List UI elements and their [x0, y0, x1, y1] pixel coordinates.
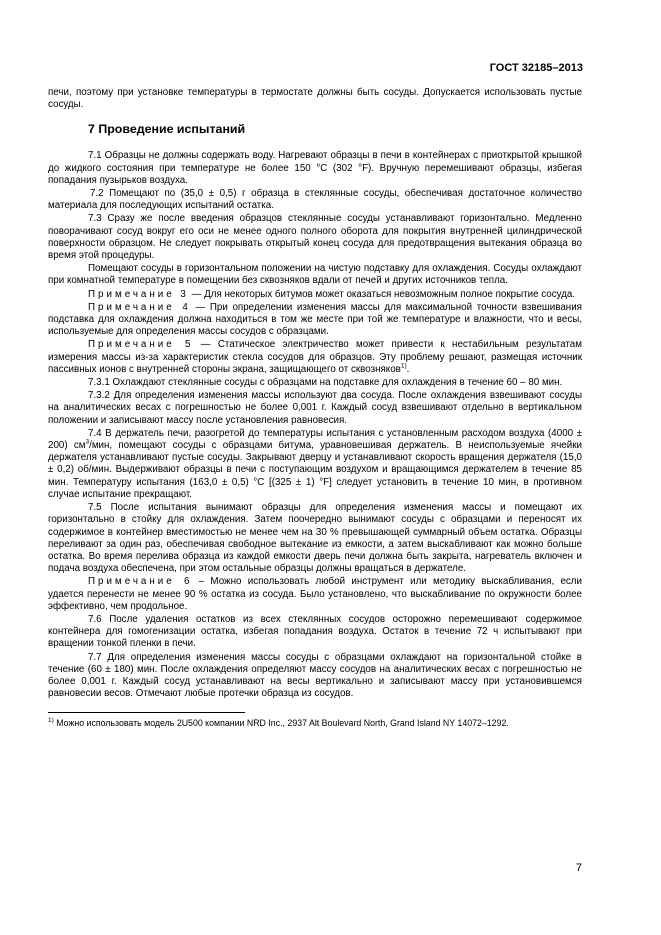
note-4 — [48, 302, 582, 339]
paragraph-7-2: 7.2 Помещают по (35,0 ± 0,5) г образца в стеклянные сосуды, обеспечивая достаточное количество материала для последующих испытаний остатка. — [48, 188, 582, 212]
note-5-end: . — [406, 363, 410, 375]
note-3-label: Примечание 3 — [88, 288, 189, 300]
note-4-label: Примечание 4 — [88, 301, 191, 313]
footnote-text: Можно использовать модель 2U500 компании NRD Inc., 2937 Alt Boulevard North, Grand Island NY 14072–1292. — [53, 718, 509, 729]
paragraph-7-1: 7.1 Образцы не должны содержать воду. Нагревают образцы в печи в контейнерах с приоткрытой крышкой до жидкого состояния при температуре не более 150 °C (302 °F). Вручную перемешивают образцы, избегая попадания пузырьков воздуха. — [48, 150, 582, 186]
note-3-text: — Для некоторых битумов может оказаться невозможным полное покрытие сосуда. — [188, 288, 576, 300]
paragraph-7-3-cooling: Помещают сосуды в горизонтальном положении на чистую подставку для охлаждения. Сосуды охлаждают при комнатной температуре в помещении без сквозняков вдали от печей и других источников тепла. — [48, 263, 582, 287]
note-6-text: – Можно использовать любой инструмент или методику выскабливания, если удается перенести не менее 90 % остатка из сосуда. Было установлено, что выскабливание по окружности более эффективно, чем продольное. — [48, 576, 582, 612]
paragraph-7-4-part-a: 7.4 В держатель печи, разогретой до температуры испытания с установленным расходом воздуха (4000 ± 200) см — [48, 427, 582, 452]
paragraph-7-4-part-b: /мин, помещают сосуды с образцами битума, уравновешивая держатель. В неиспользуемые ячейки держателя устанавливают пустые сосуды. Закрывают дверцу и устанавливают скорость вращения держателя (15,0 ± 0,2) об/мин. Выдерживают образцы в печи с поступающим воздухом и вращающимся держателем в течение 85 мин. Температуру испытания (163,0 ± 0,5) °C [(325 ± 1) °F] следует установить в течение 10 мин, в противном случае испытание прекращают. — [48, 440, 582, 500]
paragraph-7-6: 7.6 После удаления остатков из всех стеклянных сосудов осторожно перемешивают содержимое контейнера для гомогенизации остатка, избегая попадания воздуха. Остаток в течение 72 ч испытывают при вращении тонкой пленки в печи. — [48, 613, 582, 650]
page-content — [48, 87, 582, 731]
continuation-paragraph: печи, поэтому при установке температуры в термостате должны быть сосуды. Допускается использовать пустые сосуды. — [48, 87, 582, 111]
note-5 — [48, 339, 582, 376]
document-header: ГОСТ 32185–2013 — [489, 62, 583, 74]
footnote-reference: 1) — [400, 362, 407, 370]
note-4-text: — При определении изменения массы для максимальной точности взвешивания подставка для охлаждения должна находиться в том же месте при той же температуре и влажности, что и весы, используемые для определения массы сосудов с образцами. — [48, 301, 582, 338]
note-5-text: — Статическое электричество может привести к нестабильным результатам измерения массы из-за характеристик стекла сосудов для образцов. Эту проблему решают, размещая источник пассивных ионов с внутренней стороны экрана, защищающего от сквозняков — [48, 339, 582, 375]
note-6 — [48, 576, 582, 613]
section-title: 7 Проведение испытаний — [88, 122, 246, 137]
note-3 — [48, 289, 582, 301]
paragraph-7-5: 7.5 После испытания вынимают образцы для определения изменения массы и помещают их горизонтально в стойку для охлаждения. Затем поочередно вынимают сосуды с образцами и переносят их содержимое в контейнер вместимостью не менее чем на 30 % превышающей суммарный объем остатка. Образцы переливают за один раз, обеспечивая свободное вытекание из емкости, а затем выскабливают как можно больше остатка. Во время перелива образца из каждой емкости дверь печи должна быть закрыта, нагреватель включен и подача воздуха обеспечена, при этом остальные образцы должны вращаться в держателе. — [48, 502, 582, 575]
paragraph-7-3-2: 7.3.2 Для определения изменения массы используют два сосуда. После охлаждения взвешивают сосуды на аналитических весах с погрешностью не более 0,001 г. Каждый сосуд взвешивают отдельно в вертикальном положении и записывают массу после установления равновесия. — [48, 390, 582, 426]
footnote-marker: 1) — [48, 717, 54, 725]
paragraph-7-7: 7.7 Для определения изменения массы сосуды с образцами охлаждают на горизонтальной стойке в течение (60 ± 180) мин. После охлаждения определяют массу сосудов на аналитических весах с погрешностью не более 0,001 г. Каждый сосуд устанавливают на весы вертикально и записывают массу при установившемся равновесии весов. Отмечают любые протечки образца из сосудов. — [48, 651, 582, 700]
paragraph-7-3: 7.3 Сразу же после введения образцов стеклянные сосуды устанавливают горизонтально. Медленно поворачивают сосуд вокруг его оси не менее одного полного оборота для покрытия внутренней цилиндрической поверхности образцом. Не следует покрывать открытый конец сосуда для предотвращения вытекания образца во время этой процедуры. — [48, 213, 582, 262]
footnote — [48, 717, 582, 729]
paragraph-7-3-1: 7.3.1 Охлаждают стеклянные сосуды с образцами на подставке для охлаждения в течение 60 – 80 мин. — [88, 377, 563, 389]
note-5-label: Примечание 5 — [88, 339, 194, 351]
superscript-3: 3 — [85, 438, 90, 446]
page-number: 7 — [575, 862, 582, 874]
note-6-label: Примечание 6 — [88, 576, 193, 588]
paragraph-7-4 — [48, 428, 582, 501]
footnote-divider — [48, 712, 245, 713]
